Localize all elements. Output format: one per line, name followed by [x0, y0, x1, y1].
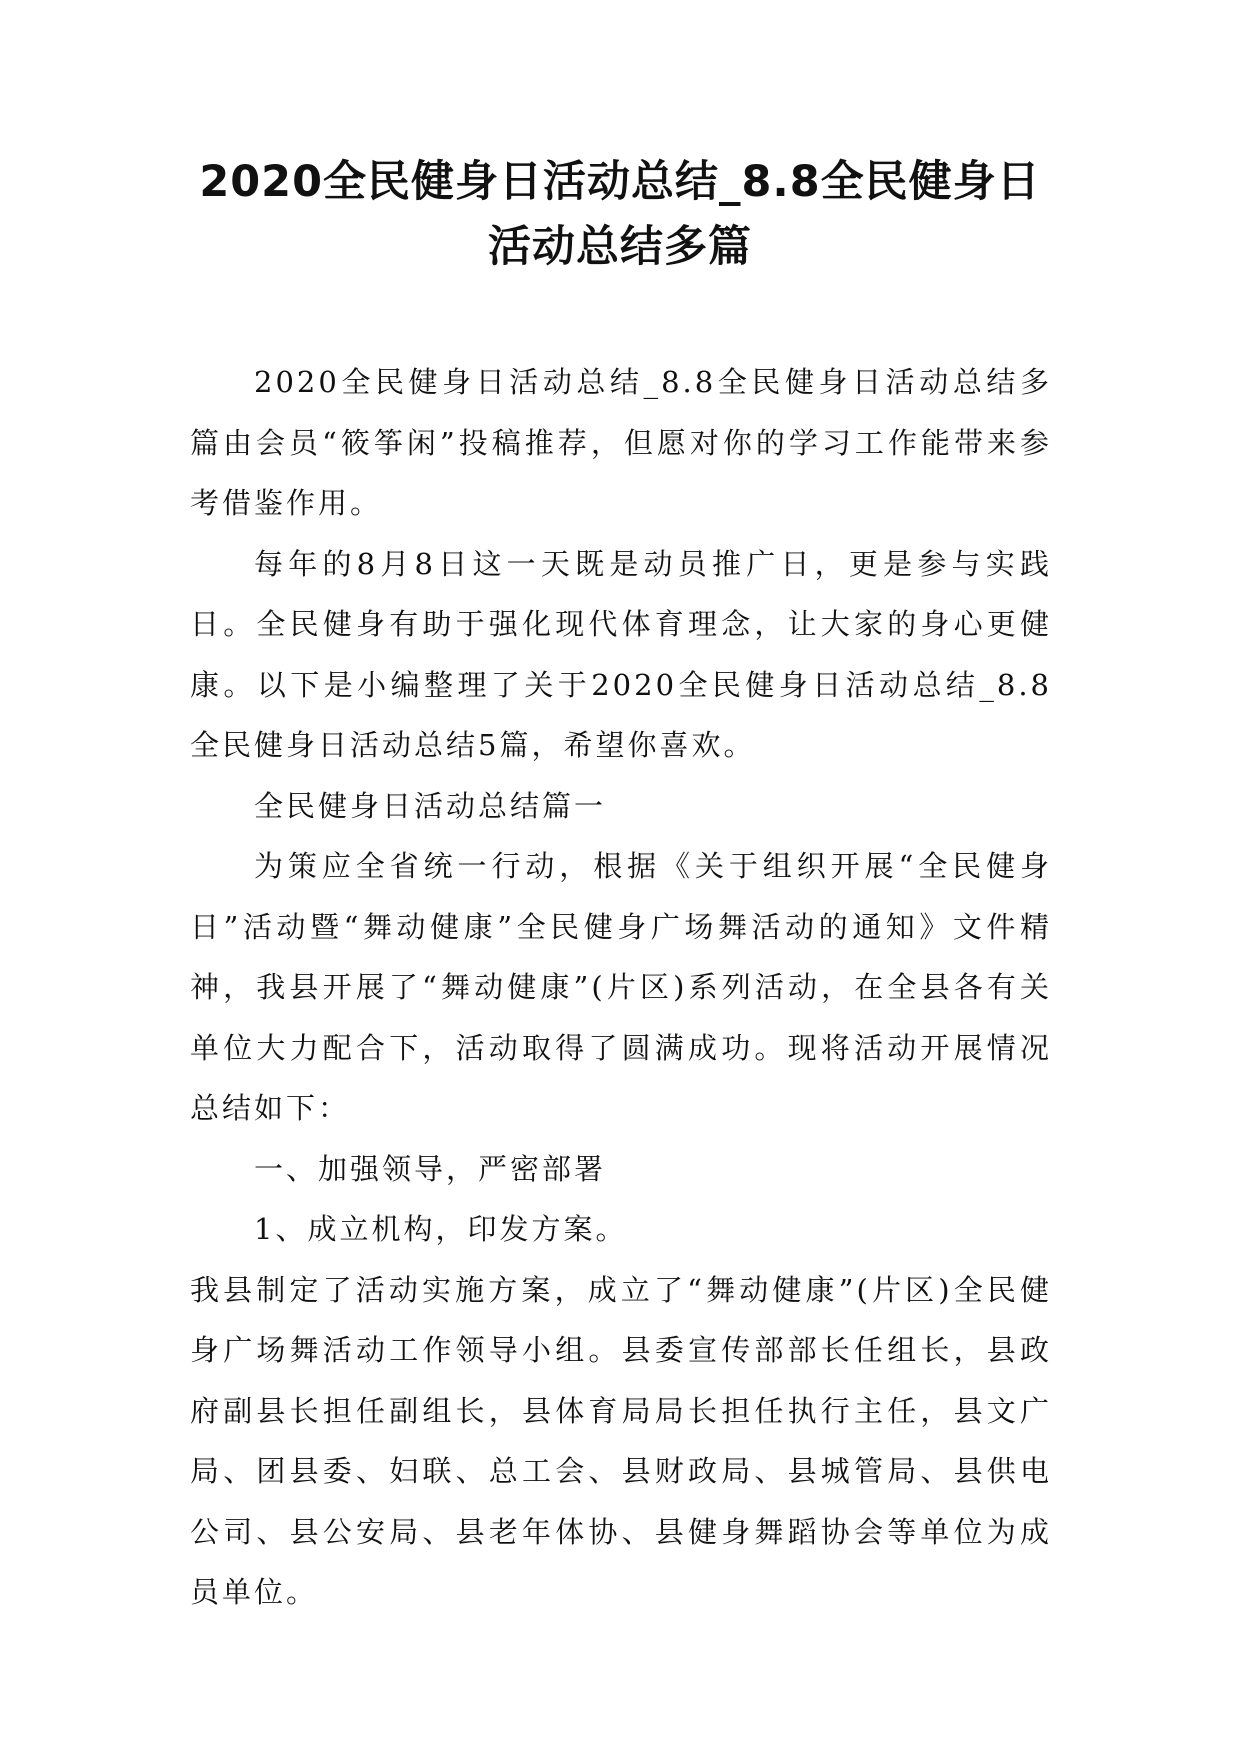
document-body: [190, 352, 1052, 1623]
paragraph-overview: 为策应全省统一行动，根据《关于组织开展“全民健身日”活动暨“舞动健康”全民健身广场舞活动的通知》文件精神，我县开展了“舞动健康”(片区)系列活动，在全县各有关单位大力配合下，活动取得了圆满成功。现将活动开展情况总结如下：: [190, 849, 1052, 1125]
document-title: 2020全民健身日活动总结_8.8全民健身日活动总结多篇: [199, 157, 1041, 272]
paragraph-organization-details: 我县制定了活动实施方案，成立了“舞动健康”(片区)全民健身广场舞活动工作领导小组。县委宣传部部长任组长，县政府副县长担任副组长，县体育局局长担任执行主任，县文广局、团县委、妇联、总工会、县财政局、县城管局、县供电公司、县公安局、县老年体协、县健身舞蹈协会等单位为成员单位。: [190, 1272, 1052, 1609]
subheading-establish-organization: 1、成立机构，印发方案。: [254, 1212, 628, 1246]
paragraph-background: 每年的8月8日这一天既是动员推广日，更是参与实践日。全民健身有助于强化现代体育理念，让大家的身心更健康。以下是小编整理了关于2020全民健身日活动总结_8.8全民健身日活动总结5篇，希望你喜欢。: [190, 546, 1052, 762]
paragraph-intro: 2020全民健身日活动总结_8.8全民健身日活动总结多篇由会员“筱筝闲”投稿推荐，但愿对你的学习工作能带来参考借鉴作用。: [190, 365, 1052, 520]
section-heading-part-one: 全民健身日活动总结篇一: [254, 788, 607, 823]
heading-leadership: 一、加强领导，严密部署: [254, 1151, 607, 1186]
